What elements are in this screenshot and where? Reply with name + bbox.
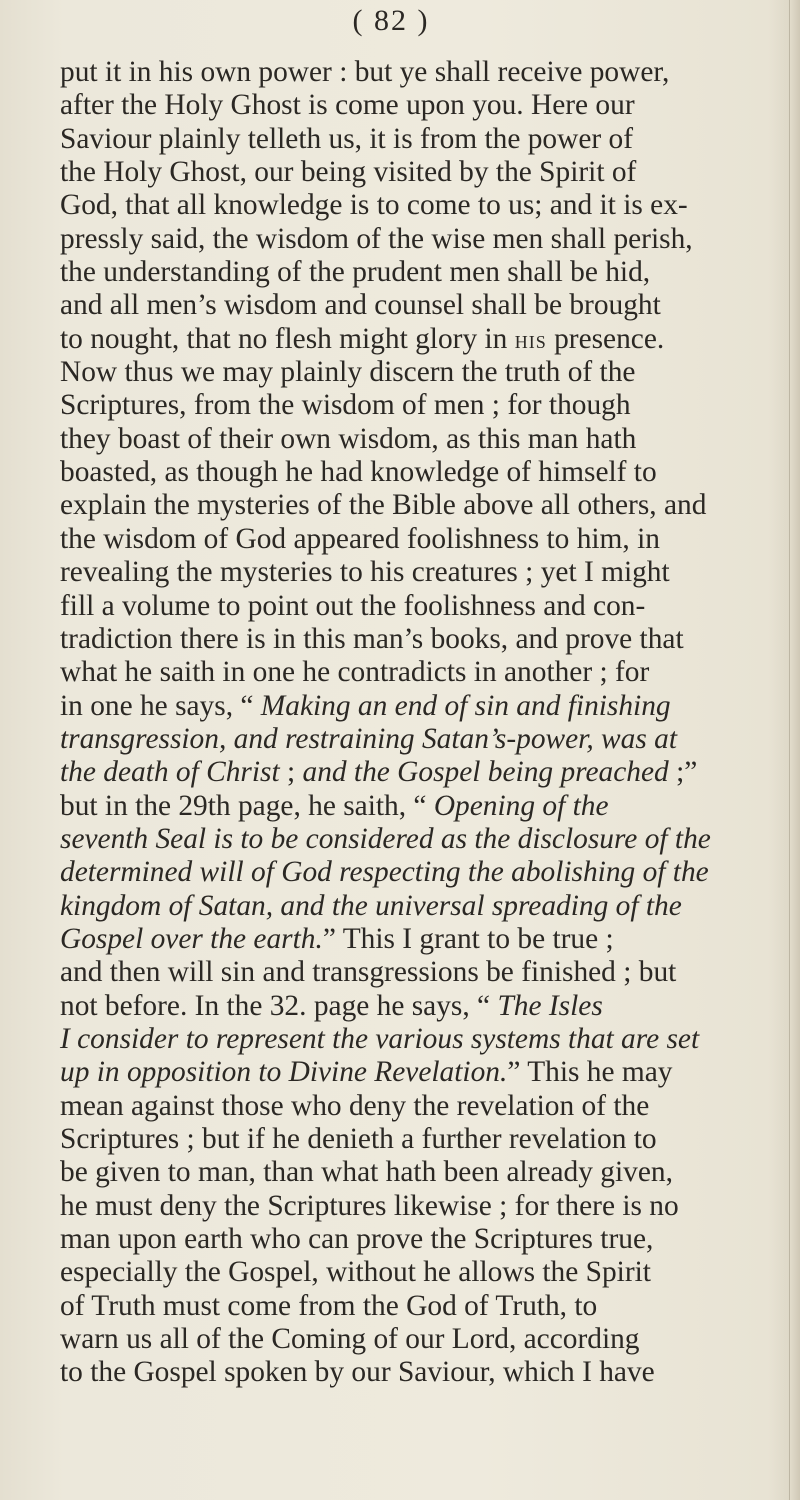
text-segment: determined will of God respecting the abolishing of the: [60, 856, 709, 889]
text-line: [60, 323, 790, 356]
text-segment: be given to man, than what hath been already given,: [60, 1156, 673, 1189]
text-segment: after the Holy Ghost is come upon you. Here our: [60, 89, 635, 122]
text-segment: mean against those who deny the revelation of the: [60, 1089, 650, 1122]
text-segment: man upon earth who can prove the Scriptures true,: [60, 1223, 654, 1256]
text-segment: up in opposition to Divine Revelation.: [60, 1056, 508, 1089]
text-segment: transgression, and restraining Satan’s-power, was at: [60, 722, 677, 755]
text-line: [60, 823, 790, 856]
text-line: [60, 456, 790, 489]
text-segment: revealing the mysteries to his creatures ; yet I might: [60, 556, 670, 589]
text-line: [60, 1023, 790, 1056]
text-line: [60, 123, 790, 156]
text-segment: they boast of their own wisdom, as this man hath: [60, 422, 637, 455]
text-segment: pressly said, the wisdom of the wise men shall perish,: [60, 222, 693, 255]
text-line: [60, 723, 790, 756]
text-line: [60, 956, 790, 989]
text-segment: Opening of the: [433, 789, 609, 822]
page-edge: [789, 0, 800, 1500]
text-line: [60, 990, 790, 1023]
text-line: [60, 523, 790, 556]
text-segment: what he saith in one he contradicts in another ; for: [60, 656, 650, 689]
text-line: [60, 656, 790, 689]
text-line: [60, 690, 790, 723]
text-line: [60, 489, 790, 522]
text-segment: ” This he may: [507, 1056, 673, 1089]
text-line: [60, 1290, 790, 1323]
text-line: [60, 189, 790, 222]
text-segment: ;”: [668, 756, 698, 789]
text-line: [60, 1190, 790, 1223]
text-segment: The Isles: [497, 989, 603, 1022]
text-segment: of Truth must come from the God of Truth, to: [60, 1289, 598, 1322]
text-segment: tradiction there is in this man’s books, and prove that: [60, 622, 684, 655]
text-line: [60, 890, 790, 923]
text-line: [60, 356, 790, 389]
text-segment: Now thus we may plainly discern the truth of the: [60, 356, 636, 389]
text-segment: presence.: [546, 322, 665, 355]
page-number: ( 82 ): [352, 4, 430, 37]
text-segment: fill a volume to point out the foolishness and con-: [60, 589, 646, 622]
text-segment: and then will sin and transgressions be finished ; but: [60, 956, 677, 989]
text-line: [60, 1056, 790, 1089]
text-line: [60, 423, 790, 456]
text-line: [60, 556, 790, 589]
text-segment: the Holy Ghost, our being visited by the Spirit of: [60, 156, 637, 189]
text-line: [60, 56, 790, 89]
text-segment: Scriptures ; but if he denieth a further revelation to: [60, 1123, 657, 1155]
text-segment: Gospel over the earth.: [60, 922, 323, 955]
text-segment: and the Gospel being preached: [302, 756, 669, 789]
text-segment: but in the 29th page, he saith, “: [60, 789, 434, 822]
text-segment: warn us all of the Coming of our Lord, according: [60, 1323, 640, 1356]
text-line: [60, 790, 790, 823]
text-line: [60, 156, 790, 189]
text-segment: ” This I grant to be true ;: [322, 922, 614, 955]
text-line: [60, 1090, 790, 1123]
text-segment: especially the Gospel, without he allows the Spirit: [60, 1256, 651, 1289]
text-segment: I consider to represent the various systems that are set: [60, 1022, 700, 1055]
text-segment: explain the mysteries of the Bible above all others, and: [60, 489, 707, 522]
text-segment: ;: [279, 756, 303, 789]
text-segment: the death of Christ: [60, 756, 280, 789]
text-line: [60, 1323, 790, 1356]
text-segment: the wisdom of God appeared foolishness to him, in: [60, 522, 660, 555]
text-segment: the understanding of the prudent men shall be hid,: [60, 256, 651, 289]
text-line: [60, 289, 790, 322]
text-segment: kingdom of Satan, and the universal spreading of the: [60, 889, 682, 922]
text-line: [60, 1156, 790, 1189]
text-line: [60, 923, 790, 956]
text-segment: Saviour plainly telleth us, it is from the power of: [60, 122, 634, 155]
text-line: [60, 590, 790, 623]
text-segment: to the Gospel spoken by our Saviour, which I have: [60, 1356, 655, 1389]
text-line: [60, 623, 790, 656]
text-line: [60, 223, 790, 256]
text-line: [60, 1123, 790, 1156]
text-segment: put it in his own power : but ye shall receive power,: [60, 56, 670, 88]
text-line: [60, 756, 790, 789]
text-segment: his: [514, 325, 547, 354]
text-line: [60, 256, 790, 289]
body-text: [60, 56, 790, 1390]
text-segment: not before. In the 32. page he says, “: [60, 989, 498, 1022]
text-segment: boasted, as though he had knowledge of himself to: [60, 456, 657, 489]
text-segment: seventh Seal is to be considered as the disclosure of the: [60, 822, 711, 855]
text-line: [60, 856, 790, 889]
text-line: [60, 1356, 790, 1389]
text-segment: he must deny the Scriptures likewise ; for there is no: [60, 1189, 679, 1222]
text-line: [60, 389, 790, 422]
text-segment: Making an end of sin and finishing: [260, 689, 671, 722]
text-segment: Scriptures, from the wisdom of men ; for though: [60, 389, 631, 422]
text-line: [60, 1256, 790, 1289]
text-segment: in one he says, “: [60, 689, 261, 722]
text-line: [60, 1223, 790, 1256]
text-line: [60, 89, 790, 122]
text-segment: and all men’s wisdom and counsel shall be brought: [60, 289, 661, 322]
text-segment: God, that all knowledge is to come to us; and it is ex-: [60, 189, 688, 222]
text-segment: to nought, that no flesh might glory in: [60, 322, 515, 355]
